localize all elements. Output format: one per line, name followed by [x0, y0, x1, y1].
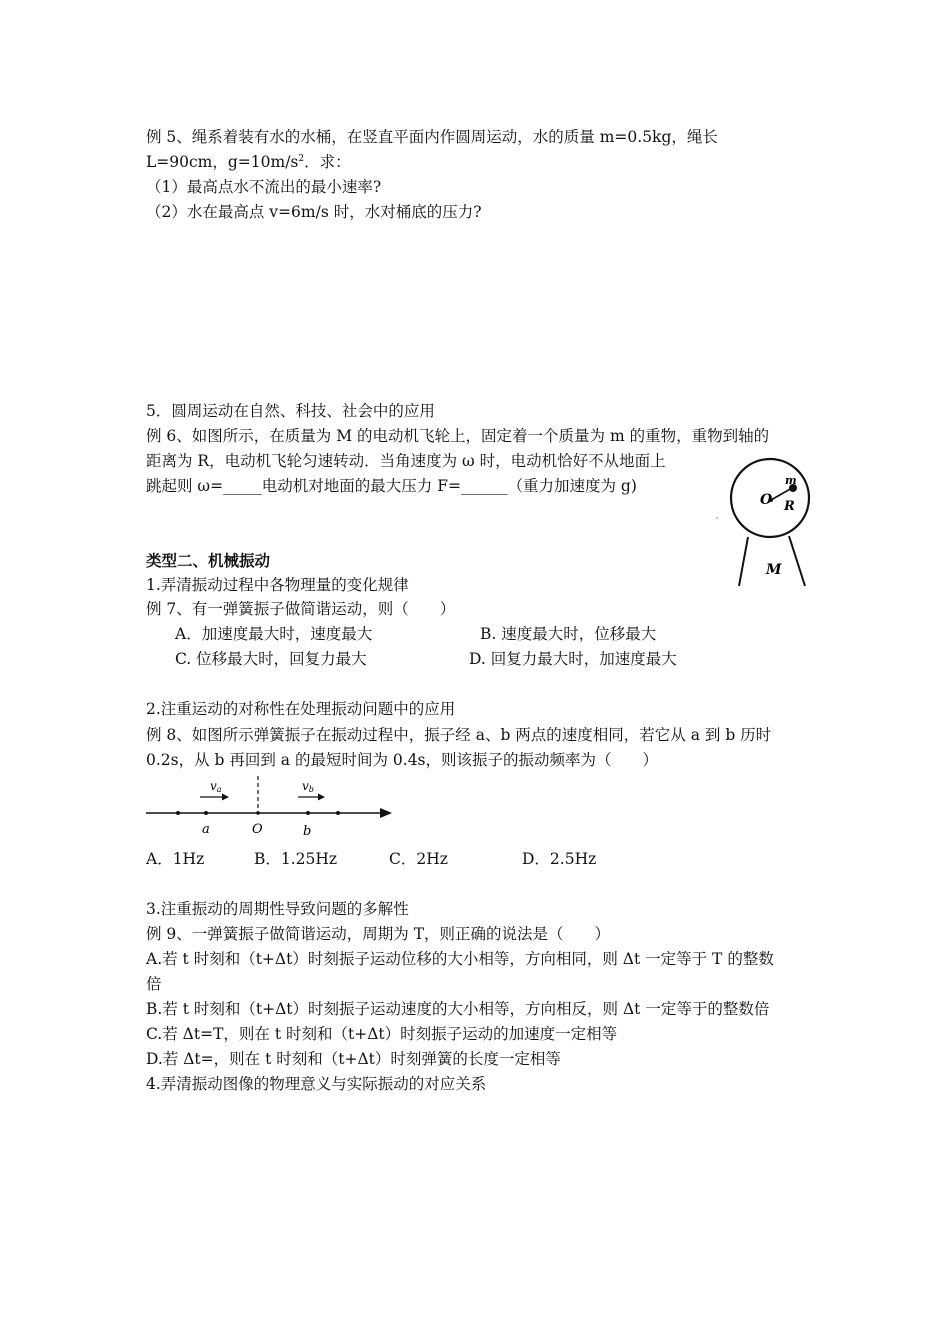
point-o [256, 811, 260, 815]
ex8-option-a: A．1Hz [146, 850, 205, 868]
ex9-option-a-line2: 倍 [146, 975, 162, 993]
ex9-option-d: D.若 Δt=，则在 t 时刻和（t+Δt）时刻弹簧的长度一定相等 [146, 1050, 561, 1068]
ex9-option-b: B.若 t 时刻和（t+Δt）时刻振子运动速度的大小相等，方向相反，则 Δt 一定等于的整数倍 [146, 1000, 770, 1018]
motor-flywheel-figure [712, 452, 817, 590]
subheading-1: 1.弄清振动过程中各物理量的变化规律 [146, 576, 409, 594]
vb-arrowhead [318, 794, 325, 801]
ex5-q2: （2）水在最高点 v=6m/s 时，水对桶底的压力? [146, 203, 482, 221]
oscillator-axis-figure [140, 770, 400, 842]
ex5-line2 [146, 151, 351, 173]
label-m: m [785, 474, 797, 487]
ex6-line1: 例 6、如图所示，在质量为 M 的电动机飞轮上，固定着一个质量为 m 的重物，重物到轴的 [146, 427, 770, 445]
ex5-line1: 例 5、绳系着装有水的水桶，在竖直平面内作圆周运动，水的质量 m=0.5kg，绳长 [146, 128, 718, 146]
va-arrowhead [222, 794, 229, 801]
point-a [204, 811, 208, 815]
ex5-q1: （1）最高点水不流出的最小速率? [146, 178, 382, 196]
ex8-option-c: C．2Hz [389, 850, 448, 868]
right-end-point [336, 811, 340, 815]
label-a: a [202, 822, 210, 837]
label-o: O [252, 822, 263, 837]
ex5-line2-b: ．求： [304, 153, 351, 171]
axis-arrowhead [380, 808, 392, 818]
point-b [306, 811, 310, 815]
label-vb: vb [302, 779, 314, 794]
ex8-option-b: B．1.25Hz [254, 850, 338, 868]
subheading-3: 3.注重振动的周期性导致问题的多解性 [146, 900, 409, 918]
ex7-option-b: B. 速度最大时，位移最大 [480, 625, 657, 643]
ex6-line3: 跳起则 ω=_____电动机对地面的最大压力 F=______（重力加速度为 g) [146, 477, 637, 495]
subheading-4: 4.弄清振动图像的物理意义与实际振动的对应关系 [146, 1075, 487, 1093]
ex7-stem: 例 7、有一弹簧振子做简谐运动，则（ ） [146, 600, 456, 618]
label-big-m: M [766, 562, 782, 578]
ex9-option-a-line1: A.若 t 时刻和（t+Δt）时刻振子运动位移的大小相等，方向相同，则 Δt 一定等于 T 的整数 [146, 950, 774, 968]
ex8-line2: 0.2s，从 b 再回到 a 的最短时间为 0.4s，则该振子的振动频率为（ ） [146, 751, 659, 769]
ex9-stem: 例 9、一弹簧振子做简谐运动，周期为 T，则正确的说法是（ ） [146, 925, 611, 943]
ex7-option-a: A．加速度最大时，速度最大 [175, 625, 373, 643]
motor-left-leg [739, 537, 748, 586]
ex7-option-c: C. 位移最大时，回复力最大 [175, 650, 367, 668]
label-b: b [303, 824, 312, 839]
label-r: R [784, 499, 795, 514]
ex9-option-c: C.若 Δt=T，则在 t 时刻和（t+Δt）时刻振子运动的加速度一定相等 [146, 1025, 618, 1043]
ex5-line2-a: L=90cm，g=10m/s [146, 153, 299, 171]
ex7-option-d: D. 回复力最大时，加速度最大 [469, 650, 677, 668]
label-va: va [210, 779, 222, 794]
left-end-point [176, 811, 180, 815]
type2-heading: 类型二、机械振动 [146, 551, 271, 570]
ex5-line2-sup: 2 [298, 153, 305, 164]
ex8-option-d: D．2.5Hz [522, 850, 597, 868]
label-o: O [760, 492, 773, 508]
motor-right-leg [789, 536, 805, 586]
section-5-heading: 5．圆周运动在自然、科技、社会中的应用 [146, 402, 435, 420]
subheading-2: 2.注重运动的对称性在处理振动问题中的应用 [146, 700, 456, 718]
ex8-line1: 例 8、如图所示弹簧振子在振动过程中，振子经 a、b 两点的速度相同，若它从 a 到 b 历时 [146, 726, 772, 744]
ex6-line2: 距离为 R，电动机飞轮匀速转动．当角速度为 ω 时，电动机恰好不从地面上 [146, 452, 666, 470]
